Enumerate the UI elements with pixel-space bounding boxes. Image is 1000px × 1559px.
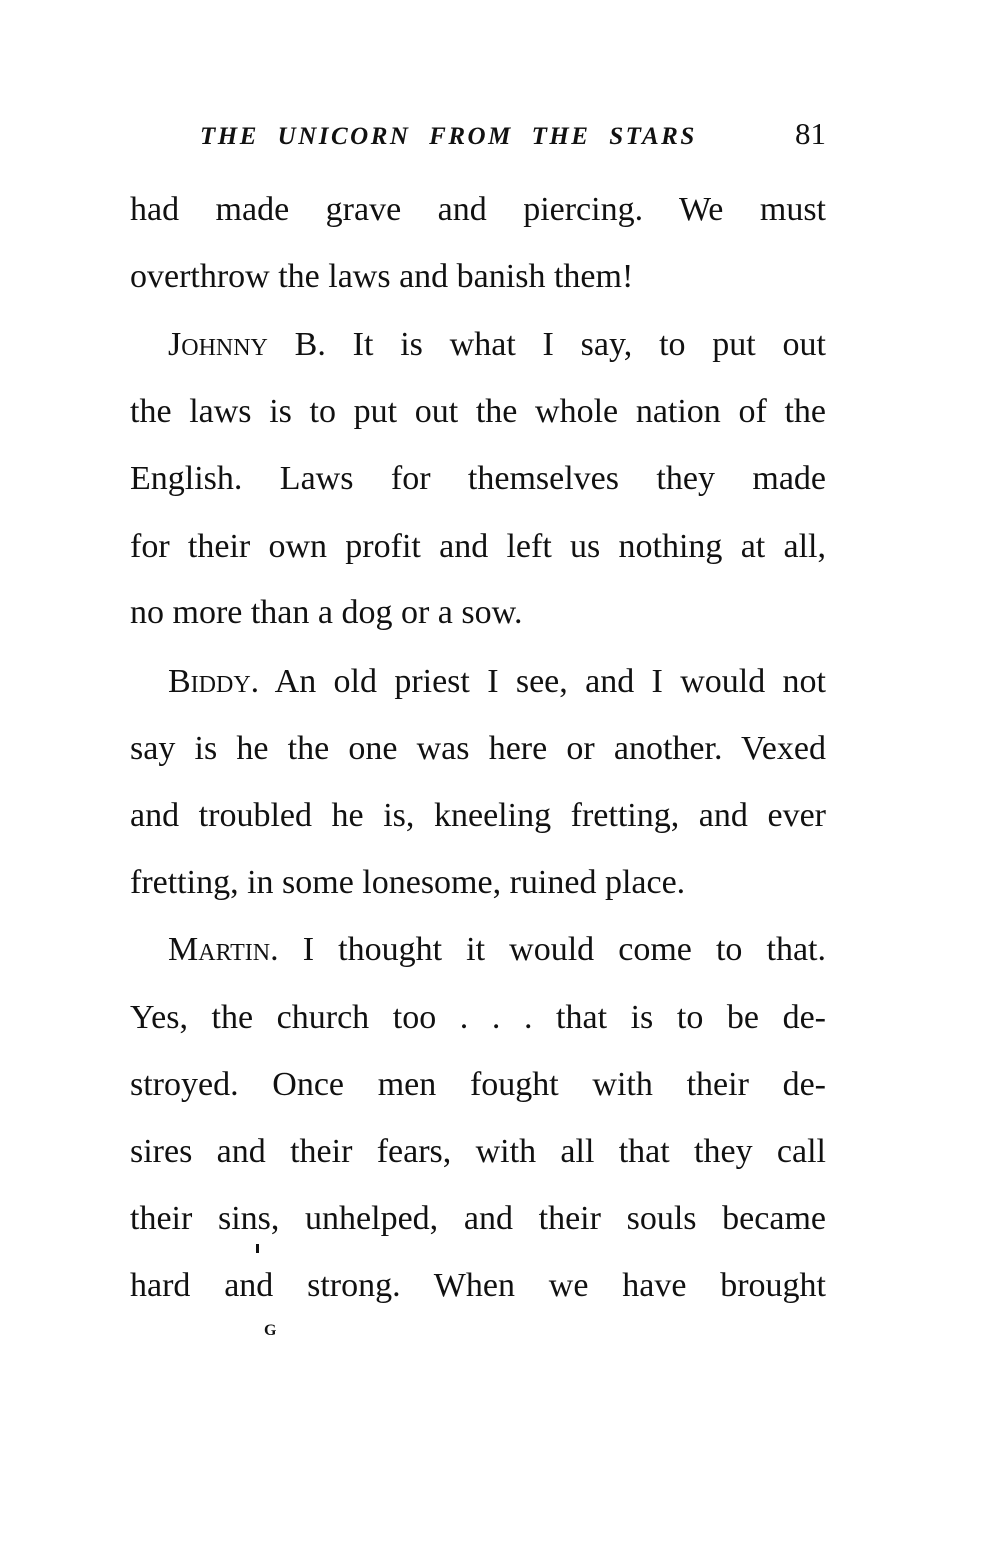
text-line: hard and strong. When we have brought: [130, 1267, 826, 1304]
print-mark: [256, 1244, 259, 1253]
speaker-name: Johnny B.: [168, 326, 326, 363]
text-line: sires and their fears, with all that they call: [130, 1133, 826, 1170]
text-line: fretting, in some lonesome, ruined place.: [130, 864, 686, 901]
text-line: their sins, unhelped, and their souls became: [130, 1200, 826, 1237]
text-line: had made grave and piercing. We must: [130, 191, 826, 228]
page-number: 81: [795, 116, 826, 151]
speech-text: An old priest I see, and I would not: [259, 663, 826, 700]
running-header: [200, 116, 826, 152]
text-line: say is he the one was here or another. Vexed: [130, 730, 826, 767]
speaker-name: Biddy.: [168, 663, 260, 700]
text-line: the laws is to put out the whole nation of the: [130, 393, 826, 430]
text-line: stroyed. Once men fought with their de-: [130, 1066, 826, 1103]
signature-mark: G: [264, 1322, 277, 1339]
text-line: English. Laws for themselves they made: [130, 460, 826, 497]
speech-text: I thought it would come to that.: [278, 931, 826, 968]
text-line: Yes, the church too . . . that is to be de-: [130, 999, 826, 1036]
running-title: THE UNICORN FROM THE STARS: [200, 123, 697, 150]
text-line: and troubled he is, kneeling fretting, and ever: [130, 797, 826, 834]
speech-line: [168, 662, 826, 702]
text-line: for their own profit and left us nothing at all,: [130, 528, 826, 565]
speech-text: It is what I say, to put out: [325, 326, 826, 363]
text-line: overthrow the laws and banish them!: [130, 258, 634, 295]
speech-line: [168, 930, 826, 970]
text-line: no more than a dog or a sow.: [130, 594, 523, 631]
speech-line: [168, 325, 826, 365]
speaker-name: Martin.: [168, 931, 279, 968]
